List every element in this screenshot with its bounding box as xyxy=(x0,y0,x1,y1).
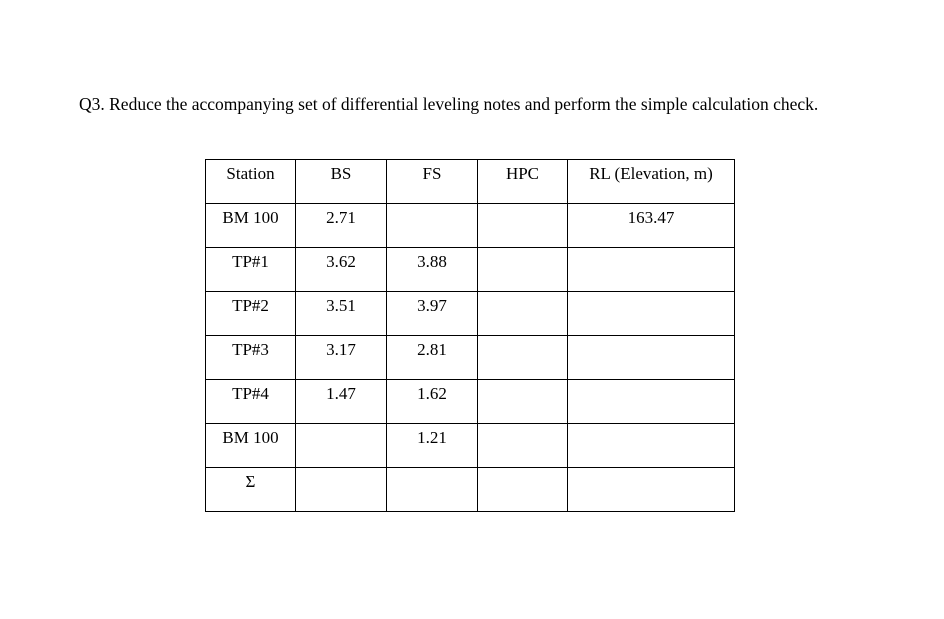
cell-bs: 2.71 xyxy=(296,204,387,248)
cell-fs: 2.81 xyxy=(387,336,478,380)
cell-rl xyxy=(568,292,735,336)
table-row xyxy=(206,204,735,248)
cell-fs: 1.21 xyxy=(387,424,478,468)
cell-station: TP#3 xyxy=(206,336,296,380)
cell-bs: 1.47 xyxy=(296,380,387,424)
cell-hpc xyxy=(478,336,568,380)
question-text: Q3. Reduce the accompanying set of differential leveling notes and perform the simple calculation check. xyxy=(79,94,819,114)
cell-fs: 3.97 xyxy=(387,292,478,336)
header-rl: RL (Elevation, m) xyxy=(568,160,735,204)
table-row-sum xyxy=(206,468,735,512)
cell-rl xyxy=(568,248,735,292)
table-row xyxy=(206,248,735,292)
table-row xyxy=(206,424,735,468)
cell-rl xyxy=(568,468,735,512)
table-row xyxy=(206,292,735,336)
cell-hpc xyxy=(478,204,568,248)
cell-bs xyxy=(296,468,387,512)
header-station: Station xyxy=(206,160,296,204)
cell-hpc xyxy=(478,292,568,336)
cell-bs: 3.17 xyxy=(296,336,387,380)
leveling-table xyxy=(205,159,735,512)
cell-station: TP#2 xyxy=(206,292,296,336)
cell-fs: 1.62 xyxy=(387,380,478,424)
cell-bs xyxy=(296,424,387,468)
cell-fs xyxy=(387,468,478,512)
cell-rl: 163.47 xyxy=(568,204,735,248)
header-bs: BS xyxy=(296,160,387,204)
header-fs: FS xyxy=(387,160,478,204)
table-header-row xyxy=(206,160,735,204)
cell-bs: 3.51 xyxy=(296,292,387,336)
cell-station: BM 100 xyxy=(206,424,296,468)
cell-hpc xyxy=(478,468,568,512)
cell-fs xyxy=(387,204,478,248)
cell-station: BM 100 xyxy=(206,204,296,248)
cell-hpc xyxy=(478,380,568,424)
table-row xyxy=(206,336,735,380)
cell-sum-symbol: Σ xyxy=(206,468,296,512)
cell-rl xyxy=(568,336,735,380)
cell-bs: 3.62 xyxy=(296,248,387,292)
cell-rl xyxy=(568,380,735,424)
cell-hpc xyxy=(478,248,568,292)
cell-hpc xyxy=(478,424,568,468)
header-hpc: HPC xyxy=(478,160,568,204)
cell-station: TP#1 xyxy=(206,248,296,292)
cell-station: TP#4 xyxy=(206,380,296,424)
cell-rl xyxy=(568,424,735,468)
table-row xyxy=(206,380,735,424)
cell-fs: 3.88 xyxy=(387,248,478,292)
